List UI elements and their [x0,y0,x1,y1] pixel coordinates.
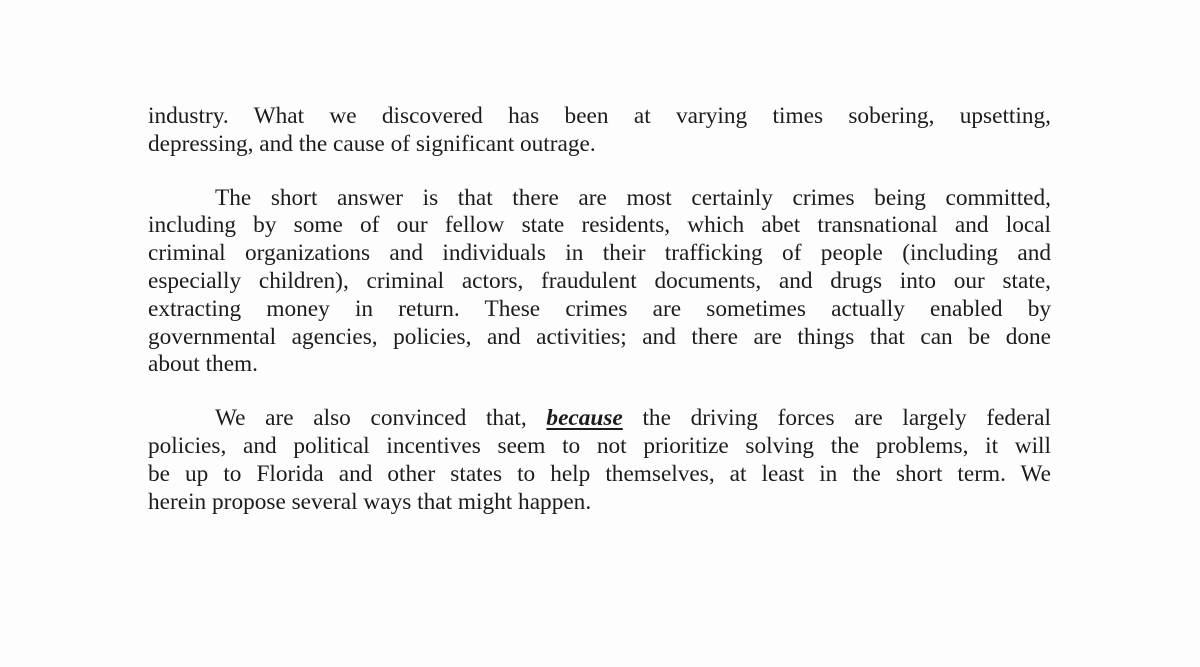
text-line: governmental agencies, policies, and activities; and there are things that can be done [148,323,1051,350]
document-page [148,103,1051,542]
text-line [148,405,1051,433]
text-line: criminal organizations and individuals in their trafficking of people (including and [148,240,1051,267]
paragraph-1 [148,103,1051,159]
text-line: about them. [148,351,258,378]
text-segment: We are also convinced that, [215,405,547,432]
text-line: industry. What we discovered has been at varying times sobering, upsetting, [148,103,1051,129]
text-line: policies, and political incentives seem to not prioritize solving the problems, it will [148,432,1051,459]
emphasized-word: because [546,405,623,432]
text-line: especially children), criminal actors, fraudulent documents, and drugs into our state, [148,267,1051,294]
text-line: The short answer is that there are most certainly crimes being committed, [215,184,1051,211]
text-line: extracting money in return. These crimes are sometimes actually enabled by [148,295,1051,322]
paragraph-2 [148,185,1051,380]
text-segment: the driving forces are largely federal [622,405,1051,432]
text-line: depressing, and the cause of significant outrage. [148,130,596,157]
text-line: including by some of our fellow state residents, which abet transnational and local [148,212,1051,239]
text-line: herein propose several ways that might happen. [148,488,592,515]
paragraph-3 [148,405,1051,516]
text-line: be up to Florida and other states to help themselves, at least in the short term. We [148,460,1051,487]
